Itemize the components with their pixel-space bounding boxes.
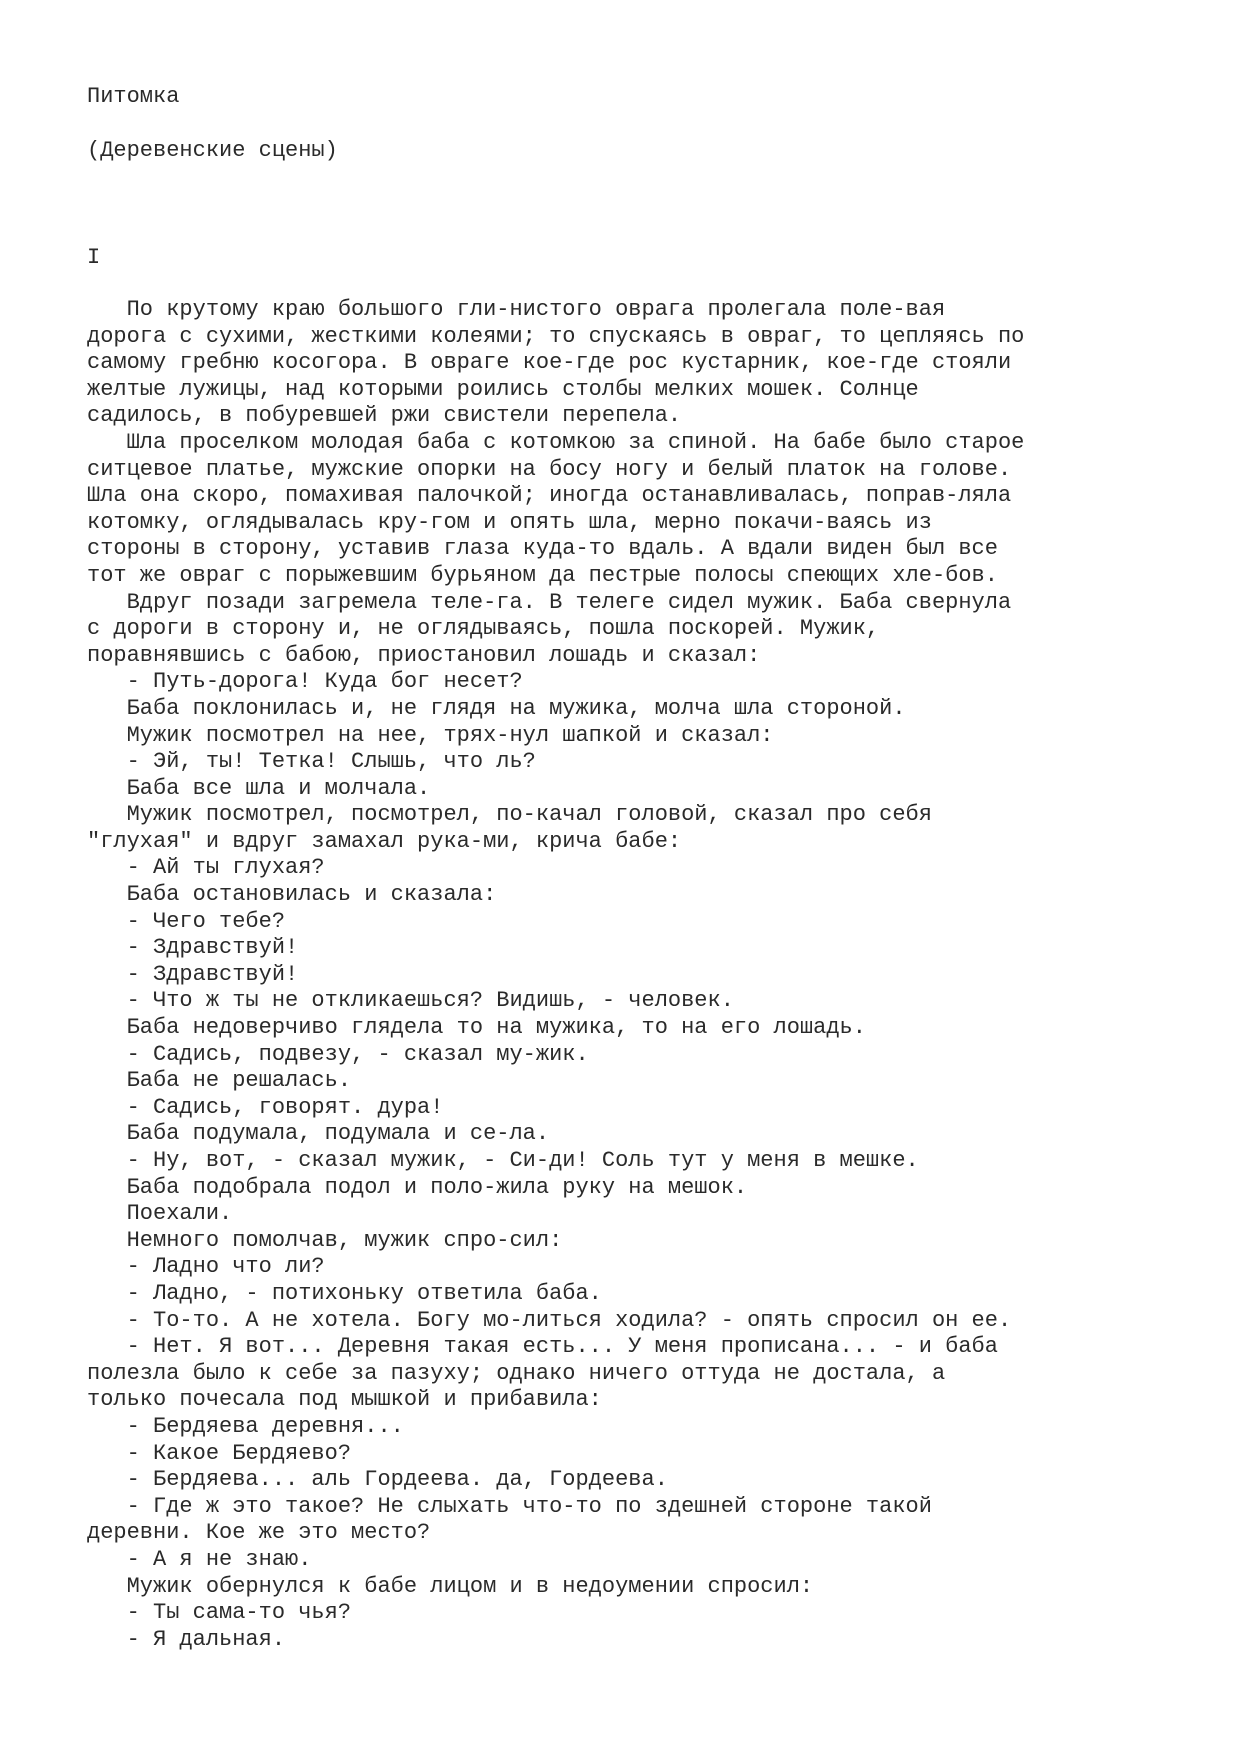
text-line: Шла она скоро, помахивая палочкой; иногда останавливалась, поправ-ляла — [87, 483, 1012, 509]
text-line: ситцевое платье, мужские опорки на босу ногу и белый платок на голове. — [87, 456, 1012, 482]
text-line: - Бердяева... аль Гордеева. да, Гордеева. — [87, 1467, 668, 1493]
text-line: деревни. Кое же это место? — [87, 1520, 431, 1546]
text-line: полезла было к себе за пазуху; однако ничего оттуда не достала, а — [87, 1360, 946, 1386]
text-line: садилось, в побуревшей ржи свистели перепела. — [87, 403, 682, 429]
text-line: По крутому краю большого гли-нистого оврага пролегала поле-вая — [87, 297, 946, 322]
text-line: - Здравствуй! — [87, 935, 299, 961]
text-line: - Эй, ты! Тетка! Слышь, что ль? — [87, 749, 536, 775]
text-line: Шла проселком молодая баба с котомкою за спиной. На бабе было старое — [87, 429, 1025, 455]
text-line: только почесала под мышкой и прибавила: — [87, 1387, 602, 1413]
text-line: котомку, оглядывалась кру-гом и опять шла, мерно покачи-ваясь из — [87, 509, 932, 535]
text-line: Баба недоверчиво глядела то на мужика, то на его лошадь. — [87, 1015, 866, 1041]
text-line: Баба остановилась и сказала: — [87, 882, 497, 908]
text-line: Поехали. — [87, 1201, 233, 1227]
text-line: - Бердяева деревня... — [87, 1413, 404, 1439]
text-line: - Ты сама-то чья? — [87, 1600, 352, 1626]
text-line: тот же овраг с порыжевшим бурьяном да пестрые полосы спеющих хле-бов. — [87, 562, 998, 588]
text-line: - Нет. Я вот... Деревня такая есть... У меня прописана... - и баба — [87, 1334, 998, 1360]
text-line: - Ай ты глухая? — [87, 855, 325, 881]
text-line: Баба поклонилась и, не глядя на мужика, молча шла стороной. — [87, 695, 906, 721]
text-line: - Ладно что ли? — [87, 1254, 325, 1280]
text-line: - Здравствуй! — [87, 961, 299, 987]
text-line: - То-то. А не хотела. Богу мо-литься ходила? - опять спросил он ее. — [87, 1307, 1012, 1333]
text-line: Баба не решалась. — [87, 1068, 352, 1094]
text-line: самому гребню косогора. В овраге кое-где рос кустарник, кое-где стояли — [87, 350, 1012, 376]
document-title: Питомка — [87, 84, 180, 109]
text-line: Мужик посмотрел на нее, трях-нул шапкой и сказал: — [87, 722, 774, 748]
text-line: Баба подобрала подол и поло-жила руку на мешок. — [87, 1174, 748, 1200]
text-line: стороны в сторону, уставив глаза куда-то вдаль. А вдали виден был все — [87, 536, 998, 562]
text-line: поравнявшись с бабою, приостановил лошадь и сказал: — [87, 642, 761, 668]
text-line: Баба подумала, подумала и се-ла. — [87, 1121, 550, 1147]
text-line: - Я дальная. — [87, 1626, 286, 1652]
text-line: с дороги в сторону и, не оглядываясь, пошла поскорей. Мужик, — [87, 616, 880, 642]
text-line: дорога с сухими, жесткими колеями; то спускаясь в овраг, то цепляясь по — [87, 323, 1025, 349]
text-line: - Что ж ты не откликаешься? Видишь, - человек. — [87, 988, 734, 1014]
text-line: - Какое Бердяево? — [87, 1440, 352, 1466]
document-body — [87, 297, 1167, 1653]
text-line: - Где ж это такое? Не слыхать что-то по здешней стороне такой — [87, 1493, 932, 1519]
text-line: - Чего тебе? — [87, 908, 286, 934]
chapter-heading: I — [87, 245, 101, 270]
text-line: - Садись, подвезу, - сказал му-жик. — [87, 1041, 589, 1067]
text-line: - Путь-дорога! Куда бог несет? — [87, 669, 523, 695]
text-line: Немного помолчав, мужик спро-сил: — [87, 1227, 563, 1253]
text-line: Вдруг позади загремела теле-га. В телеге сидел мужик. Баба свернула — [87, 589, 1012, 615]
text-line: - Садись, говорят. дура! — [87, 1094, 444, 1120]
document-subtitle: (Деревенские сцены) — [87, 138, 338, 163]
text-line: - А я не знаю. — [87, 1546, 312, 1572]
text-line: Баба все шла и молчала. — [87, 775, 431, 801]
text-line: желтые лужицы, над которыми роились столбы мелких мошек. Солнце — [87, 376, 919, 402]
text-line: Мужик обернулся к бабе лицом и в недоумении спросил: — [87, 1573, 814, 1599]
text-line: - Ну, вот, - сказал мужик, - Си-ди! Соль тут у меня в мешке. — [87, 1148, 919, 1173]
text-line: Мужик посмотрел, посмотрел, по-качал головой, сказал про себя — [87, 802, 932, 828]
text-line: - Ладно, - потихоньку ответила баба. — [87, 1280, 602, 1306]
text-line: "глухая" и вдруг замахал рука-ми, крича бабе: — [87, 828, 682, 854]
